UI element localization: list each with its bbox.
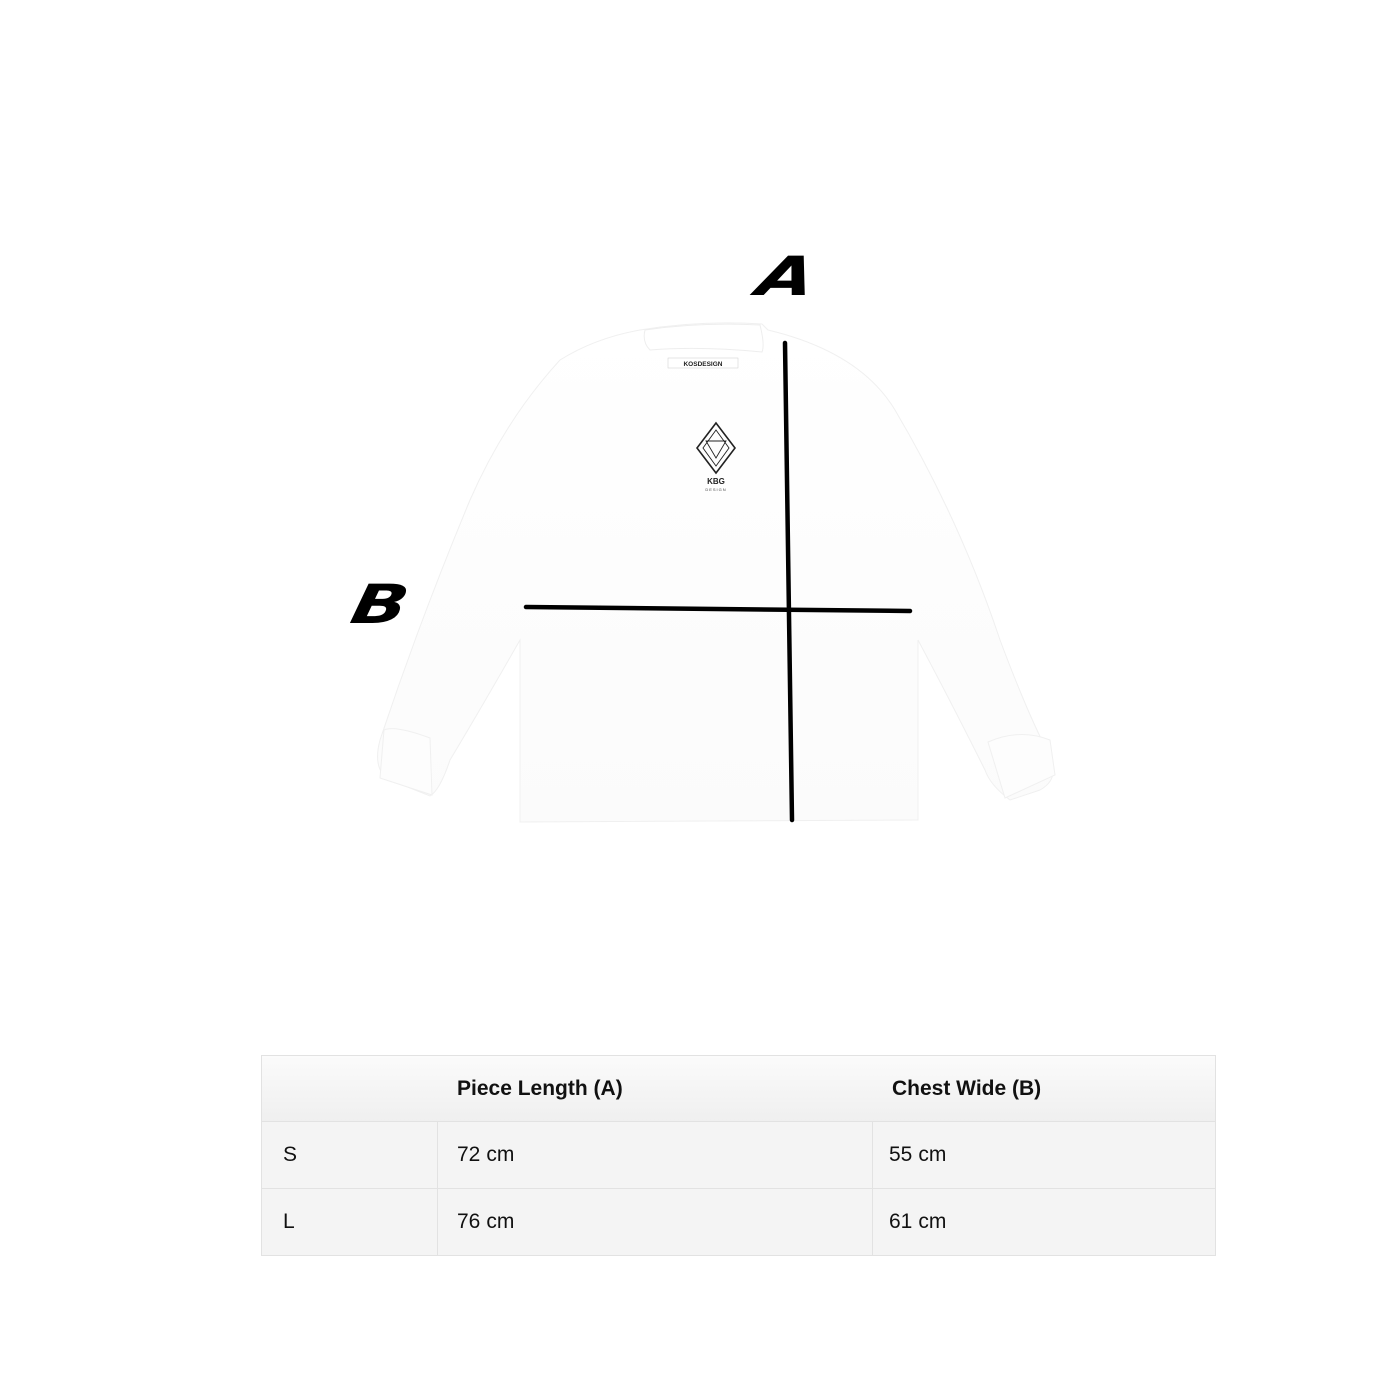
row-chest [873, 1189, 1216, 1256]
table-header-row [262, 1056, 1216, 1122]
collar [644, 324, 763, 352]
row-size: S [262, 1122, 438, 1189]
chest-unit: cm [918, 1143, 947, 1166]
shirt-body [378, 323, 1054, 822]
neck-tag-text: KOSDESIGN [683, 361, 723, 368]
header-piece-length: Piece Length (A) [438, 1056, 873, 1122]
length-unit: cm [486, 1210, 515, 1233]
chest-value: 61 [889, 1210, 913, 1233]
logo-subtext: DESIGN [705, 487, 727, 492]
logo-wordmark: KBG [707, 477, 725, 486]
chest-value: 55 [889, 1143, 913, 1166]
measure-label-b: B [345, 573, 415, 636]
header-size [262, 1056, 438, 1122]
row-size: L [262, 1189, 438, 1256]
left-cuff [380, 729, 432, 795]
row-length [438, 1122, 873, 1189]
size-chart-table [261, 1055, 1216, 1256]
length-value: 72 [457, 1143, 481, 1166]
row-chest [873, 1122, 1216, 1189]
measure-label-a: A [751, 245, 822, 308]
header-chest-wide: Chest Wide (B) [873, 1056, 1216, 1122]
row-length [438, 1189, 873, 1256]
length-unit: cm [486, 1143, 515, 1166]
chest-unit: cm [918, 1210, 947, 1233]
table-row [262, 1122, 1216, 1189]
length-value: 76 [457, 1210, 481, 1233]
table-row [262, 1189, 1216, 1256]
